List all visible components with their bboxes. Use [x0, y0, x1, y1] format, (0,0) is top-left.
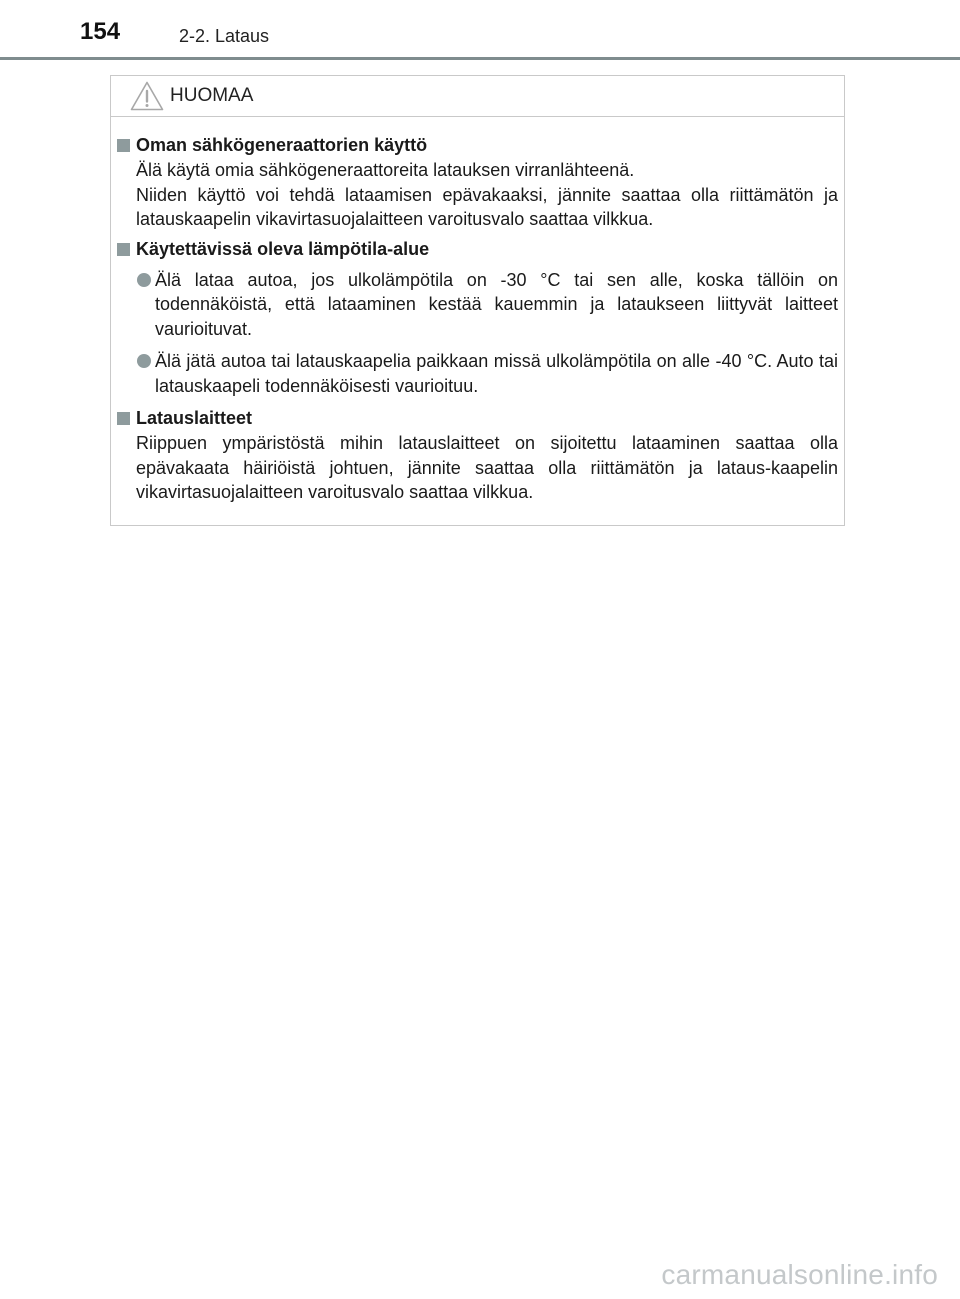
section-temperature [117, 238, 844, 399]
page-number: 154 [80, 18, 121, 45]
section-heading: Oman sähkögeneraattorien käyttö [117, 134, 844, 158]
paragraph: Älä käytä omia sähkögeneraattoreita latauksen virranlähteenä. [136, 160, 635, 180]
page-header [0, 0, 960, 62]
paragraph: Niiden käyttö voi tehdä lataamisen epävakaaksi, jännite saattaa olla riittämätön ja latauskaapelin vikavirtasuojalaitteen varoitusvalo saattaa vilkkua. [136, 184, 838, 229]
section-label: 2-2. Lataus [179, 26, 270, 46]
round-bullet-icon [137, 354, 151, 368]
notice-body [111, 134, 844, 505]
paragraph: Riippuen ympäristöstä mihin latauslaitteet on sijoitettu lataaminen saattaa olla epävakaata häiriöistä johtuen, jännite saattaa olla riittämätön ja lataus-kaapelin vikavirtasuojalaitteen varoitusvalo saattaa vilkkua. [136, 433, 838, 502]
section-charging-equipment [117, 407, 844, 505]
header-rule [0, 57, 960, 60]
section-generator [117, 134, 844, 232]
square-bullet-icon [117, 243, 130, 256]
notice-title: HUOMAA [170, 85, 254, 106]
list-item: Älä jätä autoa tai latauskaapelia paikkaan missä ulkolämpötila on alle -40 °C. Auto tai latauskaapeli todennäköisesti vaurioituu. [117, 349, 844, 398]
section-heading: Latauslaitteet [117, 407, 844, 431]
notice-box [110, 75, 845, 526]
square-bullet-icon [117, 412, 130, 425]
square-bullet-icon [117, 139, 130, 152]
warning-triangle-icon [130, 81, 164, 111]
notice-header [111, 76, 844, 117]
watermark: carmanualsonline.info [661, 1259, 938, 1290]
round-bullet-icon [137, 273, 151, 287]
section-heading: Käytettävissä oleva lämpötila-alue [117, 238, 844, 262]
list-item: Älä lataa autoa, jos ulkolämpötila on -30 °C tai sen alle, koska tällöin on todennäköistä, että lataaminen kestää kauemmin ja lataukseen liittyvät laitteet vaurioituvat. [117, 268, 844, 342]
